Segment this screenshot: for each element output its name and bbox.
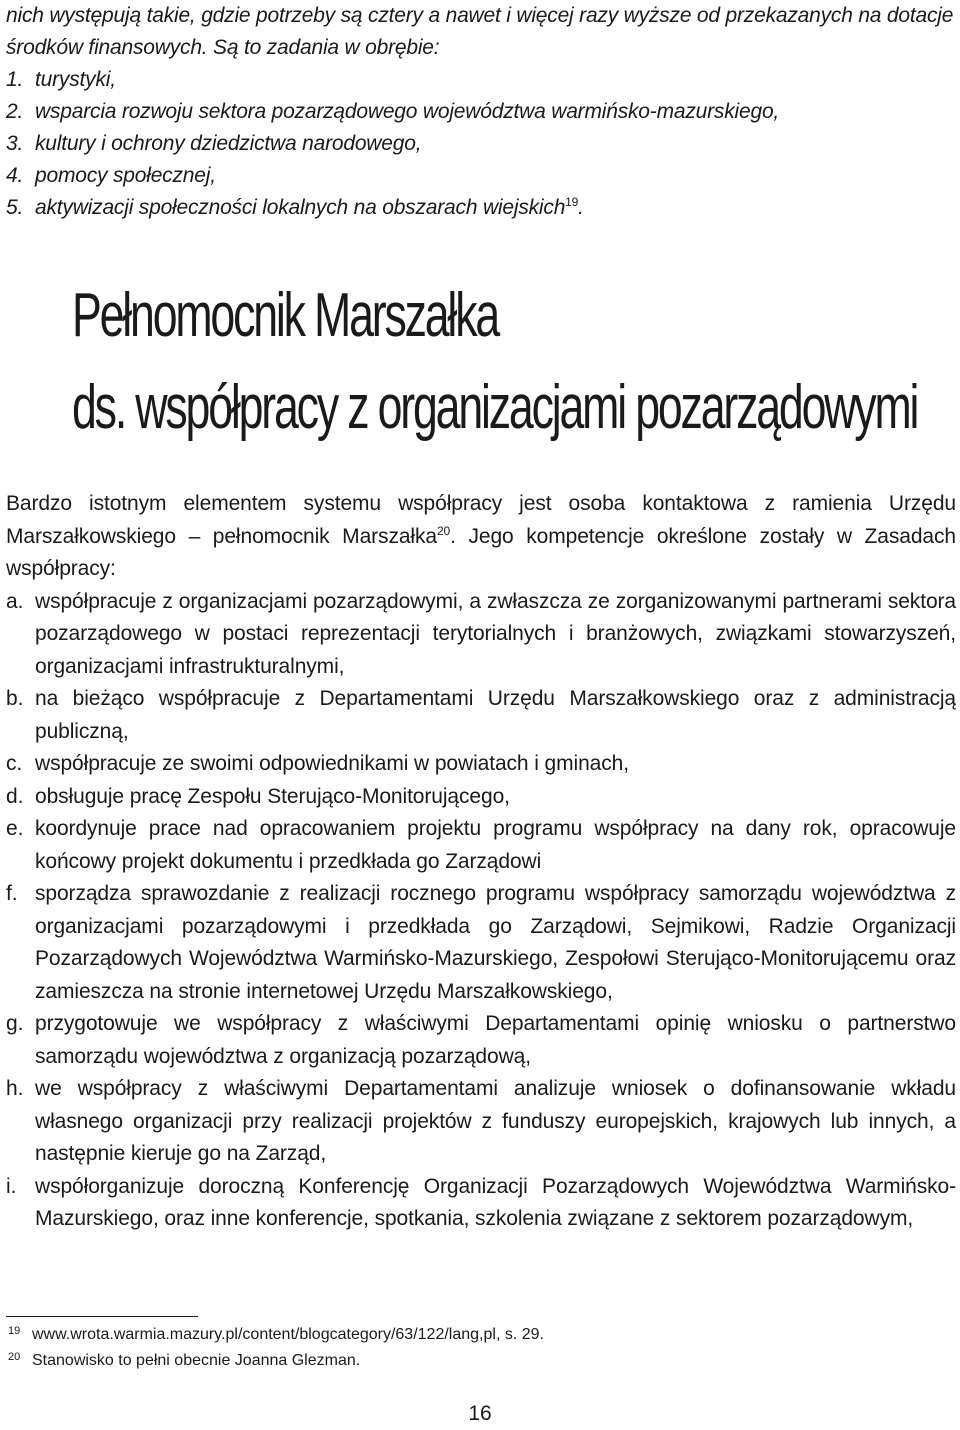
tasks-list — [6, 586, 956, 1236]
task-item — [6, 1073, 956, 1171]
task-item — [6, 878, 956, 1008]
heading-line-1: Pełnomocnik Marszałka — [72, 281, 499, 350]
item-number: 5. — [6, 196, 24, 219]
footnotes — [6, 1322, 906, 1374]
body-paragraph — [6, 488, 956, 586]
intro-paragraph: nich występują takie, gdzie potrzeby są cztery a nawet i więcej razy wyższe od przekazanych na dotacje środków finansowych. Są to zadania w obrębie: — [6, 4, 954, 59]
heading-line-2: ds. współpracy z organizacjami pozarządowymi — [72, 373, 918, 442]
task-item — [6, 1008, 956, 1073]
footnote-number: 20 — [8, 1351, 21, 1363]
paragraph-text: Bardzo istotnym elementem systemu współpracy jest osoba kontaktowa z ramienia Urzędu Marszałkowskiego – pełnomocnik Marszałka — [6, 492, 956, 548]
item-text: turystyki, — [35, 68, 116, 91]
intro-list-item — [6, 64, 956, 96]
intro-list — [6, 64, 956, 224]
intro-list-item — [6, 160, 956, 192]
task-letter: d. — [6, 784, 24, 808]
task-letter: e. — [6, 817, 24, 840]
task-letter: f. — [6, 882, 18, 905]
task-letter: g. — [6, 1012, 24, 1035]
intro-list-item — [6, 96, 956, 128]
task-item — [6, 683, 956, 748]
task-text: we współpracy z właściwymi Departamentami analizuje wniosek o dofinansowanie wkładu własnego organizacji przy realizacji projektów z funduszy europejskich, krajowych lub innych, a następnie kieruje go na Zarząd, — [35, 1077, 956, 1165]
item-number: 4. — [6, 164, 24, 187]
task-text: współpracuje ze swoimi odpowiednikami w powiatach i gminach, — [35, 752, 629, 775]
task-letter: b. — [6, 687, 24, 710]
item-text: aktywizacji społeczności lokalnych na obszarach wiejskich — [35, 196, 566, 219]
footnote — [6, 1348, 906, 1374]
task-item — [6, 1171, 956, 1236]
task-text: przygotowuje we współpracy z właściwymi Departamentami opinię wniosku o partnerstwo samorządu województwa z organizacją pozarządową, — [35, 1012, 956, 1068]
item-text: kultury i ochrony dziedzictwa narodowego, — [35, 132, 422, 155]
body-section — [6, 488, 956, 1236]
task-item — [6, 781, 956, 814]
task-text: na bieżąco współpracuje z Departamentami Urzędu Marszałkowskiego oraz z administracją publiczną, — [35, 687, 956, 743]
page-number: 16 — [468, 1402, 492, 1425]
footnote-number: 19 — [8, 1325, 21, 1337]
task-text: współorganizuje doroczną Konferencję Organizacji Pozarządowych Województwa Warmińsko-Mazurskiego, oraz inne konferencje, spotkania, szkolenia związane z sektorem pozarządowym, — [35, 1174, 956, 1230]
section-heading — [72, 270, 918, 454]
footnote-divider — [6, 1316, 198, 1317]
task-item — [6, 813, 956, 878]
task-item — [6, 586, 956, 684]
item-text: pomocy społecznej, — [35, 164, 216, 187]
task-item — [6, 748, 956, 781]
intro-list-item — [6, 192, 956, 224]
item-text: wsparcia rozwoju sektora pozarządowego województwa warmińsko-mazurskiego, — [35, 100, 780, 123]
item-number: 1. — [6, 68, 24, 91]
task-text: sporządza sprawozdanie z realizacji rocznego programu współpracy samorządu województwa z organizacjami pozarządowymi i przedkłada go Zarządowi, Sejmikowi, Radzie Organizacji Pozarządowych Województwa Warmińsko-Mazurskiego, Zespołowi Sterująco-Monitorującemu oraz zamieszcza na stronie internetowej Urzędu Marszałkowskiego, — [35, 882, 956, 1003]
footnote-ref[interactable]: 20 — [436, 523, 451, 538]
paragraph-text-cont: . Jego kompetencje określone zostały w Zasadach współpracy: — [6, 524, 956, 580]
item-punctuation: . — [578, 196, 584, 219]
item-number: 2. — [6, 100, 24, 123]
footnote-text: Stanowisko to pełni obecnie Joanna Glezman. — [32, 1352, 361, 1369]
task-letter: i. — [6, 1174, 17, 1198]
task-text: koordynuje prace nad opracowaniem projektu programu współpracy na dany rok, opracowuje końcowy projekt dokumentu i przedkłada go Zarządowi — [35, 817, 956, 873]
footnote — [6, 1322, 906, 1348]
intro-list-item — [6, 128, 956, 160]
footnote-text: www.wrota.warmia.mazury.pl/content/blogcategory/63/122/lang,pl, s. 29. — [32, 1326, 544, 1343]
task-letter: c. — [6, 752, 23, 775]
task-text: współpracuje z organizacjami pozarządowymi, a zwłaszcza ze zorganizowanymi partnerami sektora pozarządowego w postaci reprezentacji terytorialnych i branżowych, związkami stowarzyszeń, organizacjami infrastrukturalnymi, — [35, 589, 956, 678]
item-number: 3. — [6, 132, 24, 155]
footnote-ref[interactable]: 19 — [565, 195, 579, 209]
task-text: obsługuje pracę Zespołu Sterująco-Monitorującego, — [35, 784, 510, 808]
task-letter: a. — [6, 589, 24, 613]
task-letter: h. — [6, 1077, 24, 1100]
intro-section — [6, 0, 956, 224]
